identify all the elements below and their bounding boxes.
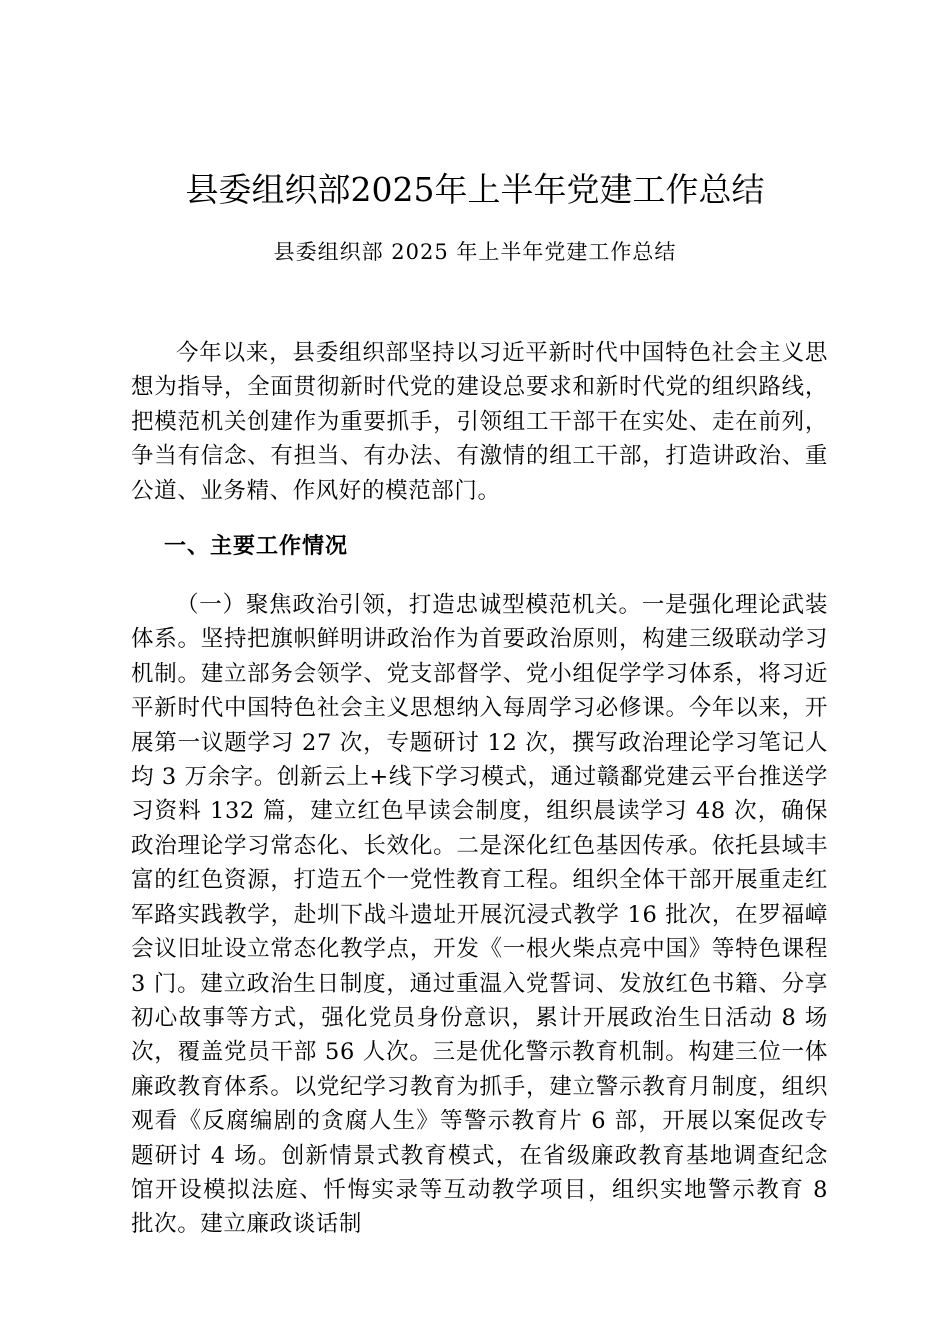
document-subtitle: 县委组织部 2025 年上半年党建工作总结 [273,240,677,264]
section-heading: 一、主要工作情况 [164,534,349,560]
intro-paragraph: 今年以来，县委组织部坚持以习近平新时代中国特色社会主义思想为指导，全面贯彻新时代党的建设总要求和新时代党的组织路线，把模范机关创建作为重要抓手，引领组工干部干在实处、走在前列，争当有信念、有担当、有办法、有激情的组工干部，打造讲政治、重公道、业务精、作风好的模范部门。 [131,340,828,504]
document-body [131,336,828,1242]
body-paragraph: （一）聚焦政治引领，打造忠诚型模范机关。一是强化理论武装体系。坚持把旗帜鲜明讲政治作为首要政治原则，构建三级联动学习机制。建立部务会领学、党支部督学、党小组促学学习体系，将习近平新时代中国特色社会主义思想纳入每周学习必修课。今年以来，开展第一议题学习 27 次，专题研讨 12 次，撰写政治理论学习笔记人均 3 万余字。创新云上+线下学习模式，通过赣鄱党建云平台推送学习资料 132 篇，建立红色早读会制度，组织晨读学习 48 次，确保政治理论学习常态化、长效化。二是深化红色基因传承。依托县域丰富的红色资源，打造五个一党性教育工程。组织全体干部开展重走红军路实践教学，赴圳下战斗遗址开展沉浸式教学 16 批次，在罗福嶂会议旧址设立常态化教学点，开发《一根火柴点亮中国》等特色课程 3 门。建立政治生日制度，通过重温入党誓词、发放红色书籍、分享初心故事等方式，强化党员身份意识，累计开展政治生日活动 8 场次，覆盖党员干部 56 人次。三是优化警示教育机制。构建三位一体廉政教育体系。以党纪学习教育为抓手，建立警示教育月制度，组织观看《反腐编剧的贪腐人生》等警示教育片 6 部，开展以案促改专题研讨 4 场。创新情景式教育模式，在省级廉政教育基地调查纪念馆开设模拟法庭、忏悔实录等互动教学项目，组织实地警示教育 8 批次。建立廉政谈话制 [131,592,828,1238]
document-title: 县委组织部2025年上半年党建工作总结 [185,170,765,209]
